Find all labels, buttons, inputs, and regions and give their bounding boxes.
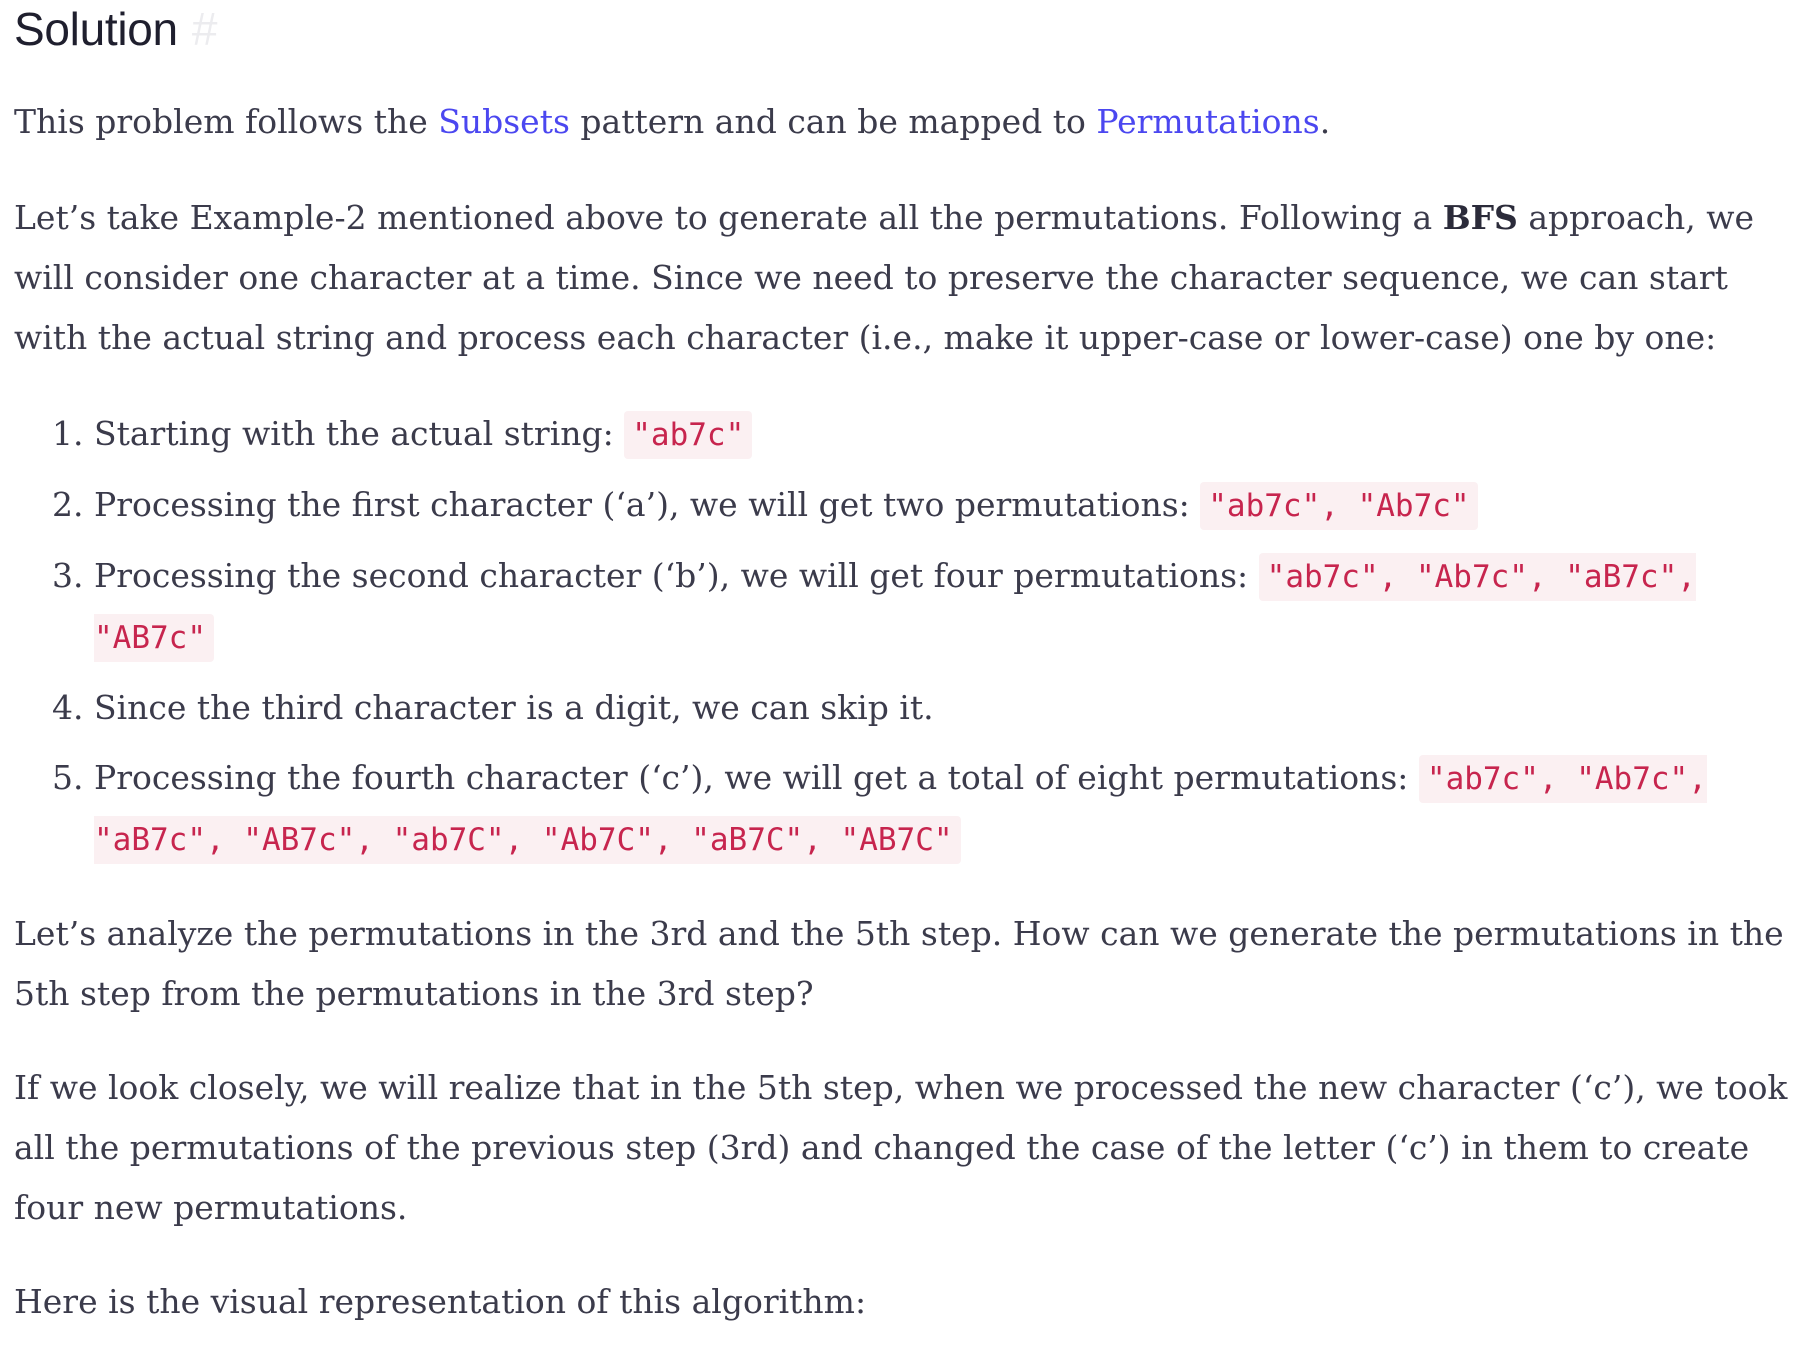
visual-representation-paragraph: Here is the visual representation of this algorithm: xyxy=(14,1282,867,1321)
list-item-number: 2. xyxy=(52,485,84,524)
list-item-number: 1. xyxy=(52,414,84,453)
permutations-link[interactable]: Permutations xyxy=(1096,102,1320,141)
subsets-link[interactable]: Subsets xyxy=(438,102,570,141)
list-item xyxy=(14,475,1810,536)
inline-code: "ab7c", "Ab7c", "aB7c", "AB7c", "ab7C", "Ab7C", "aB7C", "AB7C" xyxy=(94,755,1707,864)
inline-code: "ab7c" xyxy=(624,411,752,459)
list-item xyxy=(14,546,1810,668)
inline-code: "ab7c", "Ab7c", "aB7c", "AB7c" xyxy=(94,553,1696,662)
list-item xyxy=(14,748,1810,870)
bfs-paragraph xyxy=(14,188,1810,368)
article-content xyxy=(14,0,1810,1332)
bfs-bold-term: BFS xyxy=(1442,198,1518,237)
section-heading xyxy=(14,0,1810,62)
bfs-text-after: approach, we will consider one character at a time. Since we need to preserve the character sequence, we can start with the actual string and process each character (i.e., make it upper-case or lower-case) one by one: xyxy=(14,198,1755,357)
heading-title: Solution xyxy=(14,3,178,55)
list-item-text: Processing the second character (‘b’), we will get four permutations: xyxy=(94,556,1259,595)
list-item-number: 5. xyxy=(52,758,84,797)
list-item xyxy=(14,678,1810,738)
steps-list xyxy=(14,404,1810,870)
heading-anchor-link[interactable]: # xyxy=(191,3,218,55)
intro-paragraph xyxy=(14,92,1810,152)
list-item-text: Processing the first character (‘a’), we will get two permutations: xyxy=(94,485,1201,524)
bfs-text-before: Let’s take Example-2 mentioned above to generate all the permutations. Following a xyxy=(14,198,1443,237)
inline-code: "ab7c", "Ab7c" xyxy=(1200,482,1477,530)
intro-text-middle: pattern and can be mapped to xyxy=(569,102,1097,141)
intro-text-after: . xyxy=(1319,102,1331,141)
list-item-number: 3. xyxy=(52,556,84,595)
list-item xyxy=(14,404,1810,465)
closely-paragraph: If we look closely, we will realize that in the 5th step, when we processed the new character (‘c’), we took all the permutations of the previous step (3rd) and changed the case of the letter (‘c’) in them to create four new permutations. xyxy=(14,1068,1788,1227)
analyze-paragraph: Let’s analyze the permutations in the 3rd and the 5th step. How can we generate the permutations in the 5th step from the permutations in the 3rd step? xyxy=(14,914,1784,1013)
intro-text-before: This problem follows the xyxy=(14,102,439,141)
list-item-text: Starting with the actual string: xyxy=(94,414,625,453)
list-item-number: 4. xyxy=(52,688,84,727)
list-item-text: Processing the fourth character (‘c’), we will get a total of eight permutations: xyxy=(94,758,1419,797)
list-item-text: Since the third character is a digit, we can skip it. xyxy=(94,688,934,727)
